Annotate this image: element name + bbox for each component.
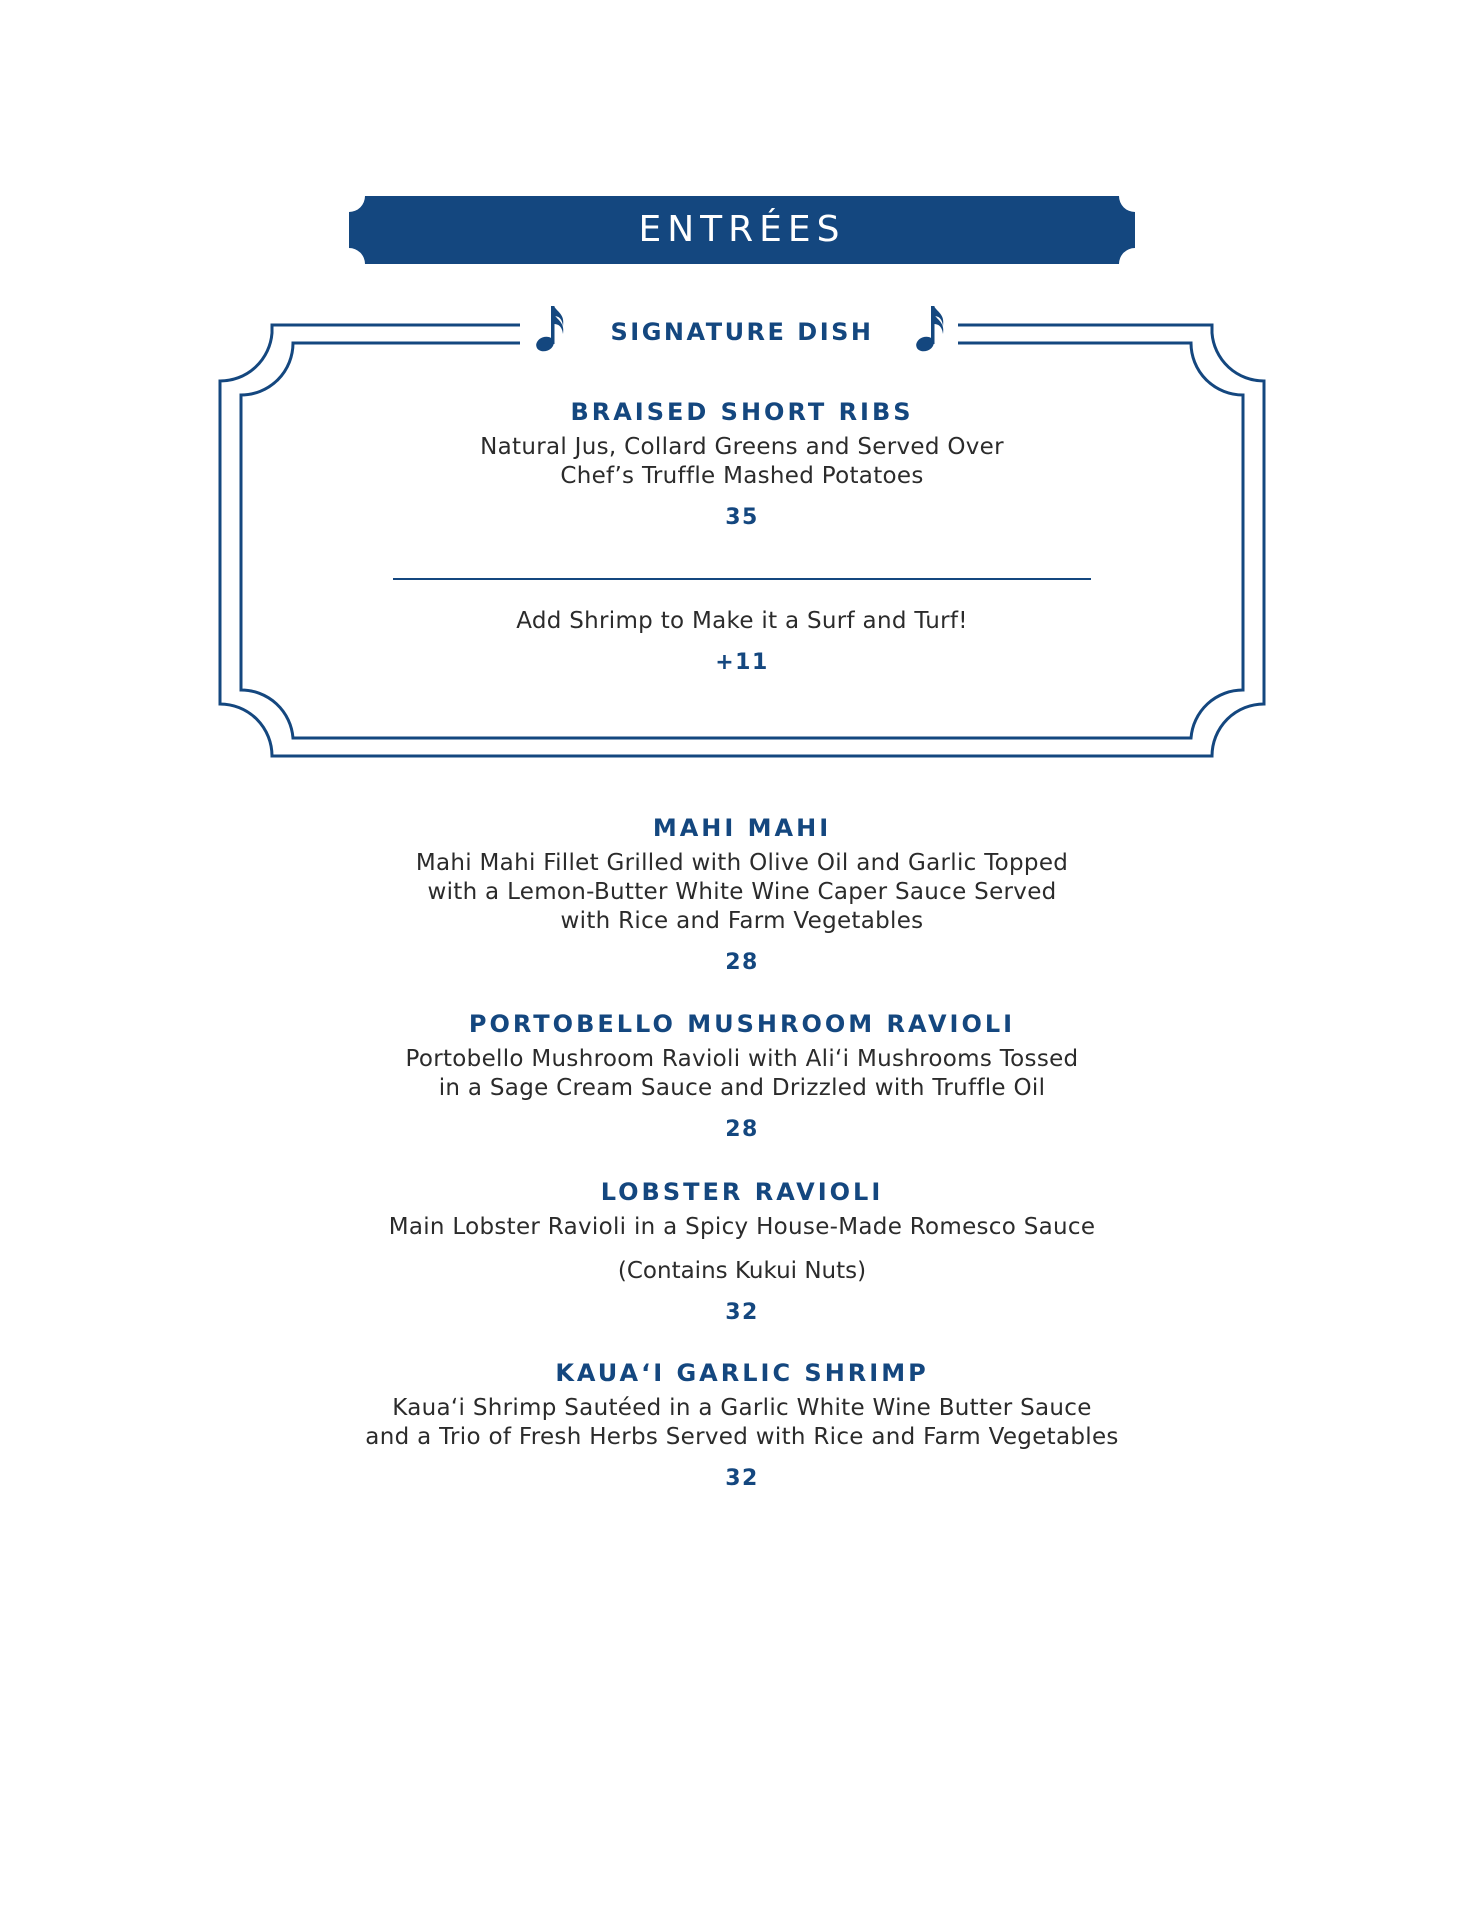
- item-description-line: Chef’s Truffle Mashed Potatoes: [560, 463, 924, 489]
- item-description-line: with Rice and Farm Vegetables: [560, 908, 924, 934]
- item-description-line: Mahi Mahi Fillet Grilled with Olive Oil and Garlic Topped: [415, 850, 1069, 876]
- item-description-line: Kauaʻi Shrimp Sautéed in a Garlic White Wine Butter Sauce: [392, 1395, 1092, 1421]
- signature-menu-item: [242, 397, 1242, 532]
- item-name: PORTOBELLO MUSHROOM RAVIOLI: [468, 1010, 1016, 1038]
- item-description-line: with a Lemon-Butter White Wine Caper Sauce Served: [427, 879, 1057, 905]
- addon-text: Add Shrimp to Make it a Surf and Turf!: [516, 608, 968, 634]
- item-name: MAHI MAHI: [652, 814, 832, 842]
- menu-item: [242, 1009, 1242, 1144]
- item-description: [242, 1394, 1242, 1452]
- item-price: 28: [725, 1117, 759, 1142]
- item-description-line: Portobello Mushroom Ravioli with Aliʻi Mushrooms Tossed: [405, 1046, 1079, 1072]
- item-price: 32: [725, 1300, 759, 1325]
- music-note-icon: [913, 300, 949, 356]
- item-name: LOBSTER RAVIOLI: [600, 1178, 884, 1206]
- item-description-line: in a Sage Cream Sauce and Drizzled with Truffle Oil: [438, 1075, 1046, 1101]
- item-description-line: and a Trio of Fresh Herbs Served with Rice and Farm Vegetables: [365, 1424, 1119, 1450]
- menu-item: [242, 1358, 1242, 1493]
- item-description: [242, 433, 1242, 491]
- menu-item: [242, 1177, 1242, 1327]
- signature-addon: [242, 607, 1242, 677]
- menu-item: [242, 813, 1242, 977]
- signature-dish-label: SIGNATURE DISH: [610, 318, 874, 346]
- page-title: ENTRÉES: [638, 209, 846, 250]
- item-description-line: Natural Jus, Collard Greens and Served Over: [480, 434, 1004, 460]
- item-name: BRAISED SHORT RIBS: [570, 398, 914, 426]
- item-price: 35: [725, 505, 759, 530]
- item-price: 28: [725, 950, 759, 975]
- divider: [393, 578, 1091, 580]
- item-description: [242, 1045, 1242, 1103]
- item-name: KAUAʻI GARLIC SHRIMP: [555, 1359, 929, 1387]
- item-description: [242, 1213, 1242, 1242]
- item-description-line: Main Lobster Ravioli in a Spicy House-Made Romesco Sauce: [388, 1214, 1096, 1240]
- item-allergen-note: (Contains Kukui Nuts): [617, 1258, 867, 1284]
- addon-price: +11: [715, 650, 769, 675]
- item-description: [242, 849, 1242, 936]
- item-price: 32: [725, 1466, 759, 1491]
